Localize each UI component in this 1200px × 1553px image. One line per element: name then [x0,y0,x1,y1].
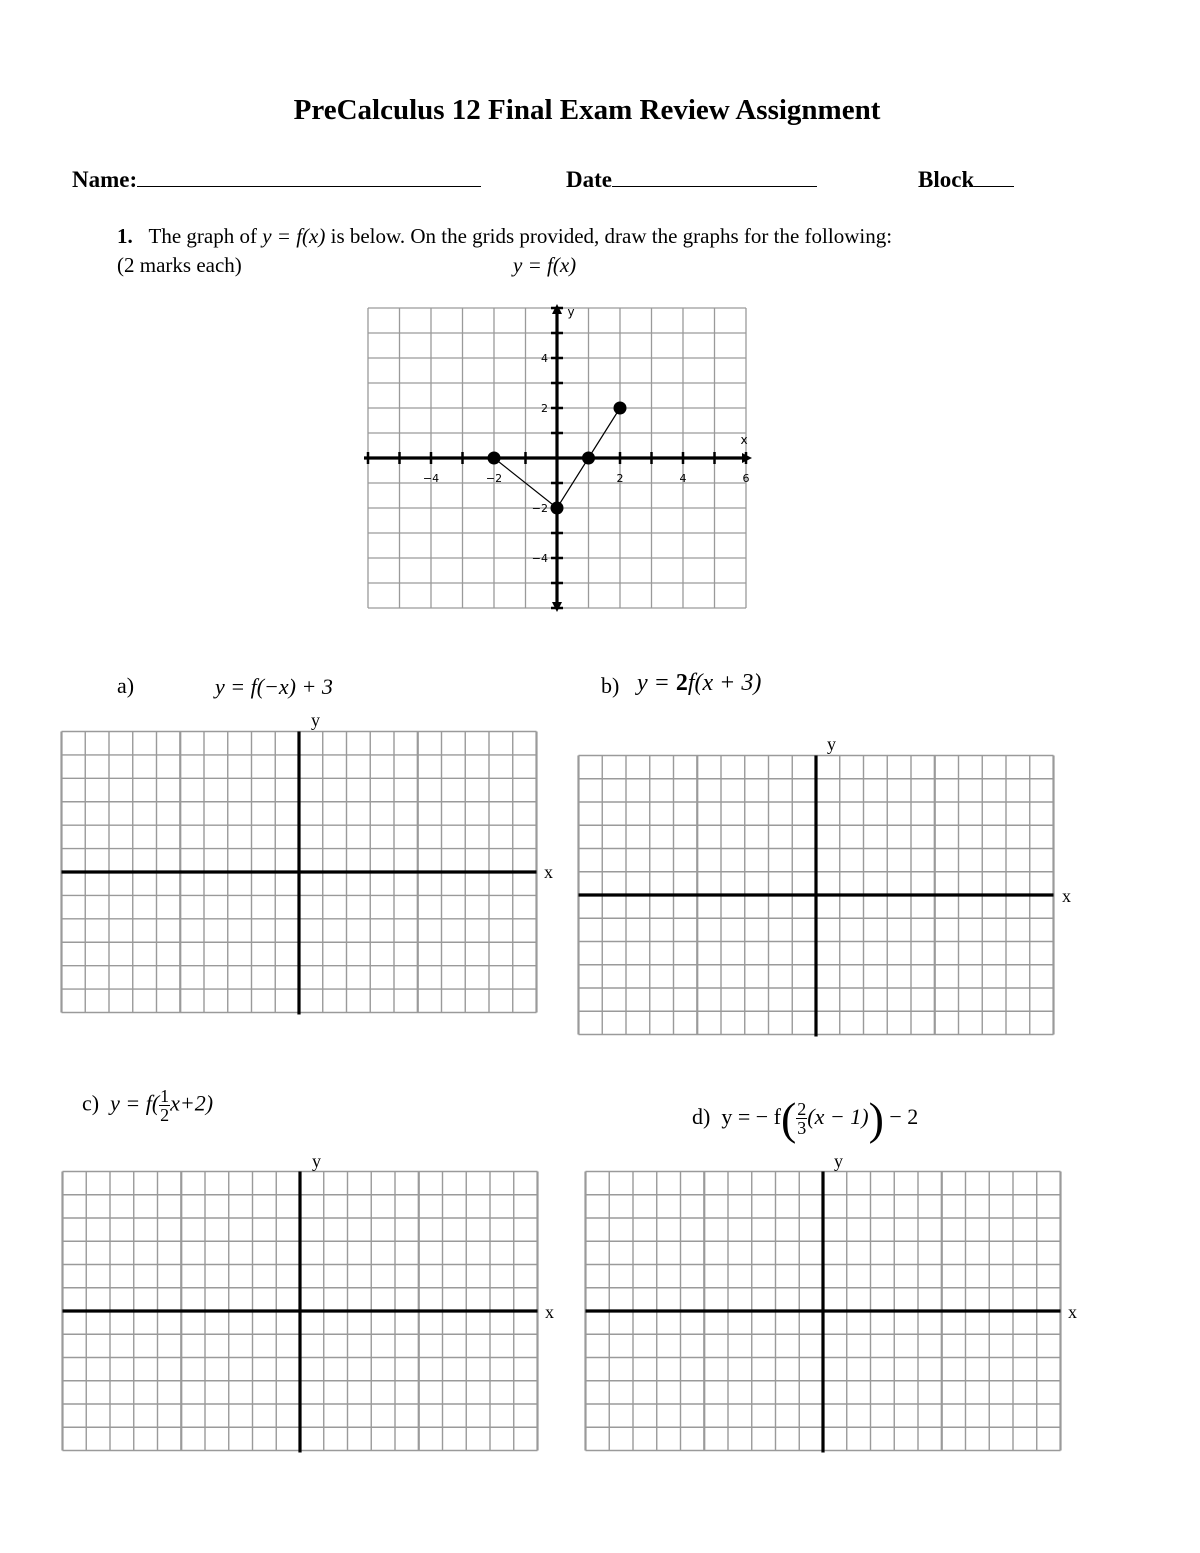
part-c-label: c) [82,1090,100,1116]
part-c-fraction [159,1087,170,1124]
grid-d[interactable] [584,1170,1062,1452]
part-c-frac-num: 1 [160,1086,170,1106]
grid-c-y-label: y [312,1151,321,1171]
question-marks: (2 marks each) [117,253,242,277]
grid-c[interactable] [61,1170,539,1452]
block-blank[interactable] [974,166,1014,187]
block-label: Block [918,167,975,192]
grid-b-x-label: x [1062,886,1071,906]
grid-d-y-label: y [834,1151,843,1171]
x-tick-label: −2 [485,472,503,485]
y-tick-label: −2 [531,502,548,515]
part-b-label: b) [601,673,620,698]
fx-graph [360,300,755,615]
question-text-post: is below. On the grids provided, draw the graphs for the following: [325,224,893,248]
part-d-eq-post: − 2 [883,1104,919,1129]
question-text-func: y = f(x) [262,224,326,248]
y-tick-label: 4 [541,352,548,365]
part-a-equation: y = f(−x) + 3 [215,674,333,699]
grid-a[interactable] [60,730,538,1014]
part-c-frac-den: 2 [160,1105,170,1125]
grid-a-y-label: y [311,710,320,730]
part-c-eq-post: x+2) [170,1090,214,1116]
grid-d-x-label: x [1068,1302,1077,1322]
part-d-equation: d) y = − f( $\frac{2}{3}$ (x − 1)) − 2 [692,1093,919,1144]
x-axis-label: x [740,433,748,447]
part-d-frac-den: 3 [797,1118,807,1139]
part-c-equation [82,1087,213,1124]
grid-a-x-label: x [544,862,553,882]
fx-point [582,452,595,465]
part-a-label: a) [117,673,135,698]
page-title: PreCalculus 12 Final Exam Review Assignment [293,94,881,126]
name-label: Name: [72,167,138,192]
x-tick-label: 6 [742,472,750,485]
date-field[interactable] [566,166,817,193]
part-b-eq-f: f [687,670,695,696]
grid-b[interactable] [577,754,1055,1036]
fx-point [551,502,564,515]
question-text-pre: The graph of [148,224,263,248]
date-label: Date [566,167,612,192]
date-blank[interactable] [612,166,817,187]
fx-point [488,452,501,465]
graph-title: y = f(x) [513,253,577,277]
part-d-frac-num: 2 [797,1099,807,1120]
part-b-eq-arg: (x + 3) [694,670,762,696]
y-tick-label: 2 [541,402,548,415]
x-tick-label: 4 [679,472,687,485]
name-blank[interactable] [137,166,481,187]
part-d-label: d) [692,1104,711,1129]
fx-point [614,402,627,415]
part-b-eq-coef: 2 [675,670,688,696]
grid-b-y-label: y [827,734,836,754]
block-field[interactable] [918,166,1014,193]
name-field[interactable] [72,166,481,193]
grid-c-x-label: x [545,1302,554,1322]
part-b-equation [637,670,761,697]
part-d-eq-inner: (x − 1) [807,1104,869,1129]
part-b-eq-pre: y = [637,670,676,696]
x-tick-label: −4 [422,472,440,485]
y-axis-label: y [567,305,575,319]
part-d-eq-pre: y = − f [721,1104,781,1129]
question-1 [117,224,892,249]
question-number: 1. [117,224,133,248]
part-d-fraction [796,1100,807,1137]
y-tick-label: −4 [531,552,548,565]
part-c-eq-pre: y = f( [110,1090,160,1116]
x-tick-label: 2 [616,472,624,485]
